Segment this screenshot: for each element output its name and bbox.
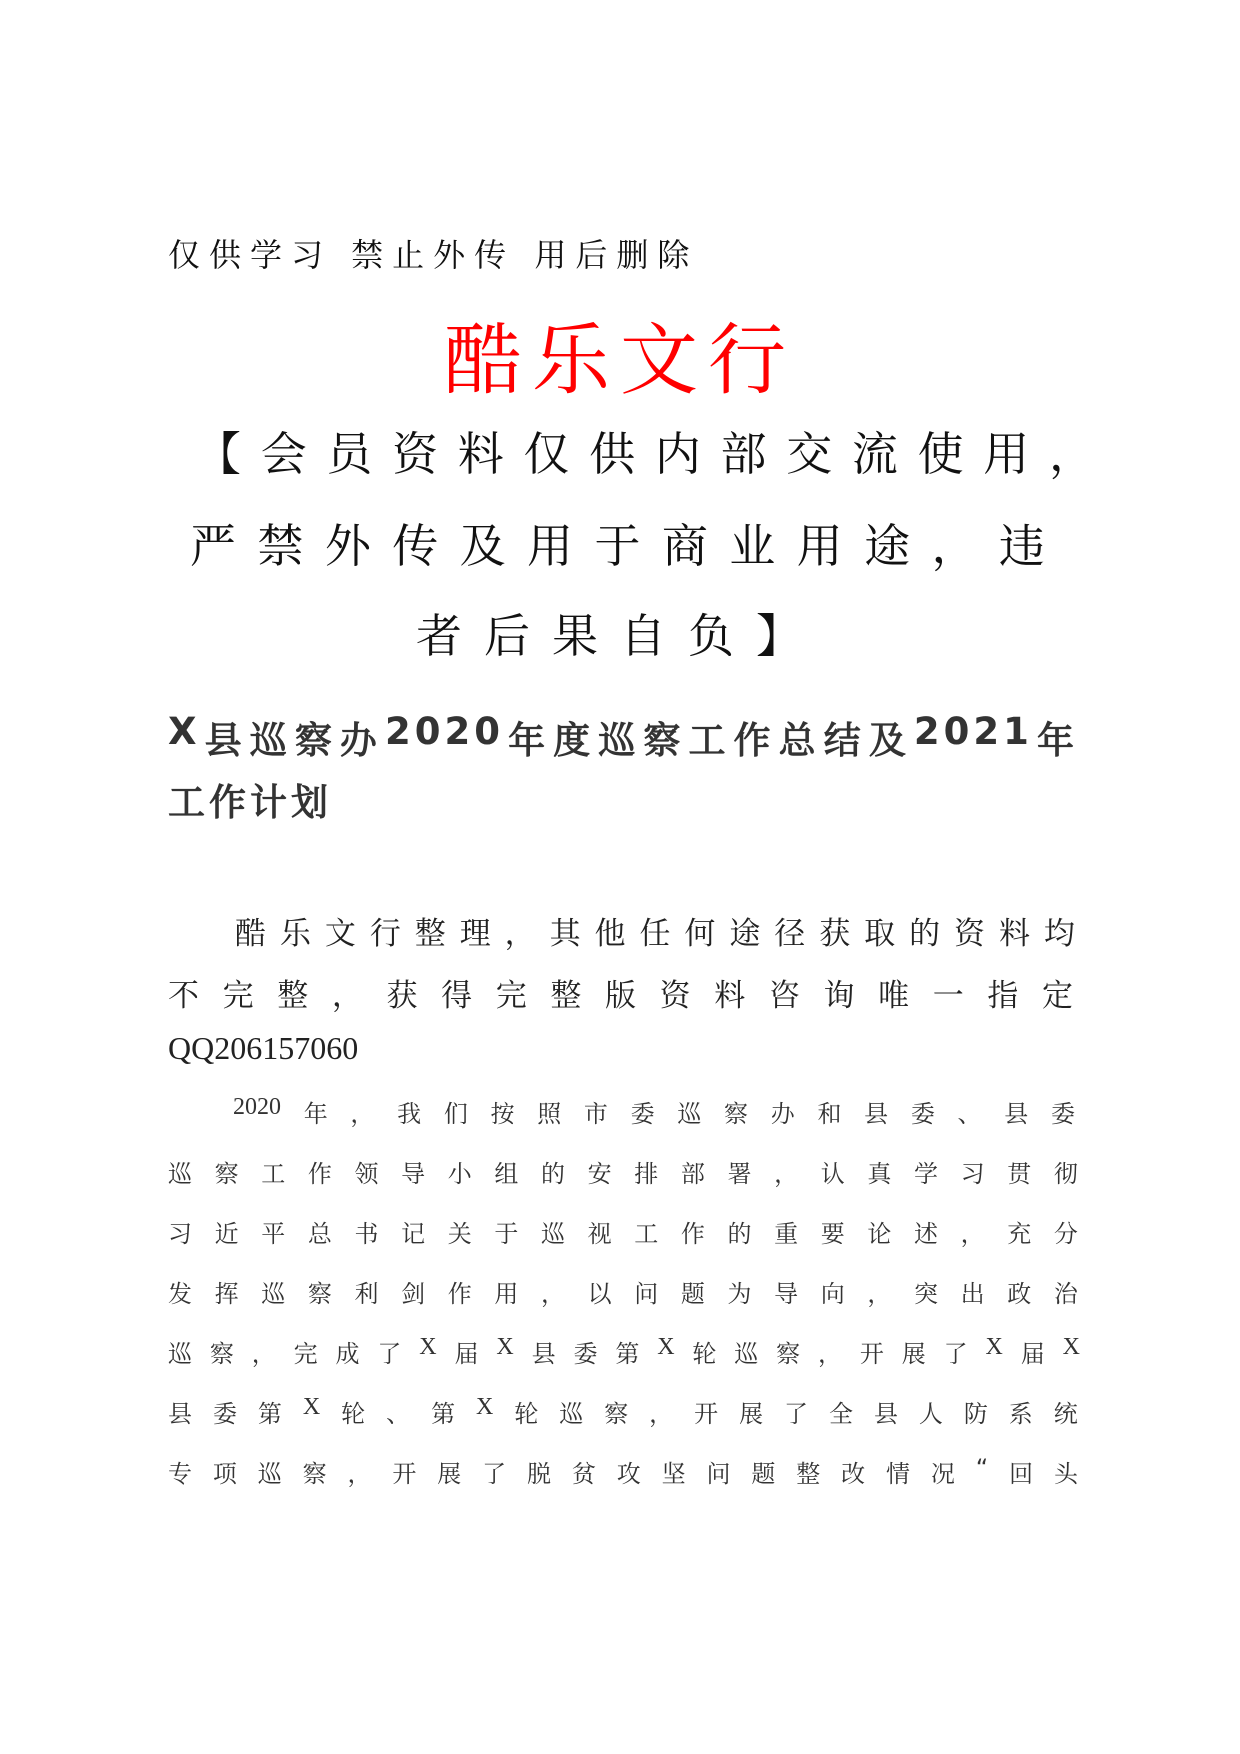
document-title-line [168,710,1078,764]
glyph: 导 [774,1280,799,1308]
glyph: 不 [168,978,199,1014]
glyph: 供 [589,427,636,481]
glyph: 工 [634,1220,659,1248]
glyph: 2021 [913,710,1033,753]
glyph: 剑 [401,1280,426,1308]
glyph: 了 [377,1340,402,1368]
glyph: 巡 [249,719,291,762]
glyph: 会 [260,427,307,481]
glyph: 总 [307,1220,332,1248]
glyph: 商 [661,519,708,573]
glyph: 使 [917,427,964,481]
body-line [168,1154,1078,1189]
glyph: 咨 [768,978,800,1014]
glyph: 开 [694,1400,719,1428]
warning-line [195,418,1095,484]
body-line [168,1214,1078,1249]
glyph: ， [350,1100,375,1128]
glyph: 察 [724,1100,749,1128]
glyph: 询 [823,978,855,1014]
glyph: 县 [204,719,246,762]
body-line [168,1394,1078,1429]
glyph: 述 [914,1220,938,1248]
glyph: 平 [261,1220,286,1248]
glyph: 治 [1053,1280,1078,1308]
glyph: 照 [537,1100,562,1128]
glyph: 酷 [235,916,266,952]
glyph: 展 [739,1400,764,1428]
glyph: 习 [960,1160,985,1188]
glyph: 流 [851,427,898,481]
glyph: X [1062,1334,1080,1360]
glyph: 问 [634,1280,659,1308]
glyph: 巡 [257,1460,282,1488]
glyph: 作 [307,1160,332,1188]
glyph: 均 [1043,916,1075,952]
glyph: 出 [960,1280,985,1308]
glyph: X [496,1334,514,1360]
brand-title: 酷乐文行 [443,316,796,406]
glyph: 获 [819,916,851,952]
glyph: 我 [397,1100,422,1128]
glyph: 以 [587,1280,612,1308]
glyph: 关 [447,1220,472,1248]
glyph: 政 [1007,1280,1032,1308]
body-line [233,1094,1075,1129]
glyph: X [985,1334,1003,1360]
glyph: 巡 [261,1280,286,1308]
glyph: 轮 [341,1400,366,1428]
glyph: 年 [1037,719,1078,762]
glyph: 回 [1009,1460,1034,1488]
glyph: 唯 [878,978,910,1014]
warning-line: 者后果自负】 [416,609,824,663]
glyph: 利 [354,1280,379,1308]
glyph: 禁 [257,519,304,573]
glyph: 第 [431,1400,456,1428]
glyph: 严 [190,519,236,573]
glyph: 仅 [523,427,570,481]
glyph: ， [867,1280,892,1308]
intro-line [235,908,1075,953]
glyph: 料 [998,916,1030,952]
glyph: 定 [1042,978,1073,1014]
glyph: 料 [457,427,504,481]
glyph: 总 [778,719,820,762]
glyph: 县 [168,1400,192,1428]
glyph: 论 [867,1220,892,1248]
glyph: 察 [209,1340,234,1368]
glyph: 署 [727,1160,752,1188]
glyph: 资 [659,978,691,1014]
glyph: 部 [720,427,767,481]
glyph: 要 [820,1220,845,1248]
glyph: 市 [583,1100,608,1128]
glyph: 作 [447,1280,472,1308]
glyph: ， [347,1460,372,1488]
glyph: 组 [494,1160,519,1188]
glyph: 了 [784,1400,809,1428]
glyph: 轮 [692,1340,717,1368]
glyph: X [302,1394,321,1420]
glyph: ， [818,1340,843,1368]
glyph: 认 [820,1160,845,1188]
glyph: 防 [963,1400,988,1428]
glyph: 县 [531,1340,556,1368]
glyph: 外 [324,519,371,573]
glyph: 坚 [661,1460,686,1488]
glyph: 、 [386,1400,411,1428]
glyph: 他 [594,916,626,952]
glyph: 小 [447,1160,472,1188]
glyph: 头 [1053,1460,1078,1488]
glyph: 内 [654,427,701,481]
glyph: 贯 [1007,1160,1032,1188]
glyph: 资 [392,427,439,481]
glyph: 一 [932,978,964,1014]
glyph: 整 [550,978,582,1014]
glyph: 和 [817,1100,842,1128]
glyph: 真 [867,1160,892,1188]
glyph: 视 [587,1220,612,1248]
glyph: 问 [706,1460,731,1488]
intro-contact: QQ206157060 [168,1030,359,1066]
glyph: 员 [326,427,373,481]
glyph: 办 [339,719,381,762]
warning-line [190,510,1045,576]
glyph: 委 [1050,1100,1075,1128]
glyph: 径 [774,916,806,952]
glyph: 第 [615,1340,640,1368]
glyph: “ [975,1454,989,1482]
glyph: 巡 [168,1160,192,1188]
glyph: 察 [294,719,336,762]
glyph: 资 [954,916,985,952]
glyph: 的 [727,1220,752,1248]
glyph: 结 [823,719,865,762]
glyph: 为 [727,1280,752,1308]
glyph: 向 [820,1280,845,1308]
glyph: 分 [1053,1220,1078,1248]
glyph: 人 [918,1400,943,1428]
glyph: 巡 [168,1340,192,1368]
glyph: 巡 [734,1340,759,1368]
glyph: ， [649,1400,674,1428]
glyph: 版 [605,978,636,1014]
glyph: 系 [1008,1400,1033,1428]
glyph: 工 [261,1160,286,1188]
glyph: 用 [796,519,843,573]
glyph: 传 [392,519,439,573]
glyph: 学 [914,1160,938,1188]
glyph: 部 [680,1160,705,1188]
glyph: 察 [643,719,685,762]
glyph: 用 [527,519,574,573]
glyph: 整 [414,916,446,952]
glyph: 指 [987,978,1019,1014]
usage-notice: 仅供学习 禁止外传 用后删除 [168,236,699,274]
glyph: X [168,710,201,753]
glyph: 导 [401,1160,426,1188]
glyph: 届 [454,1340,479,1368]
glyph: 专 [168,1460,192,1488]
glyph: 任 [639,916,671,952]
body-line [168,1454,1078,1489]
glyph: 县 [873,1400,898,1428]
glyph: 行 [369,916,401,952]
glyph: 委 [212,1400,237,1428]
glyph: 、 [957,1100,982,1128]
glyph: 排 [634,1160,659,1188]
glyph: 察 [776,1340,801,1368]
glyph: 项 [212,1460,237,1488]
glyph: ， [774,1160,799,1188]
glyph: 作 [680,1220,705,1248]
glyph: X [657,1334,675,1360]
glyph: 委 [573,1340,598,1368]
glyph: 完 [222,978,254,1014]
glyph: 违 [998,519,1045,573]
glyph: 及 [459,519,506,573]
glyph: 书 [354,1220,379,1248]
glyph: 的 [909,916,941,952]
intro-line [168,970,1073,1015]
glyph: 况 [930,1460,955,1488]
glyph: 的 [541,1160,565,1188]
glyph: 重 [774,1220,799,1248]
glyph: 用 [983,427,1030,481]
document-title-line: 工作计划 [168,781,332,824]
glyph: 及 [868,719,910,762]
glyph: ， [1048,427,1095,481]
glyph: 察 [302,1460,327,1488]
glyph: 开 [392,1460,417,1488]
glyph: 工 [688,719,730,762]
glyph: 委 [910,1100,935,1128]
glyph: ， [331,978,363,1014]
glyph: 度 [553,719,595,762]
glyph: 察 [214,1160,239,1188]
glyph: 改 [841,1460,866,1488]
glyph: 贫 [571,1460,596,1488]
glyph: X [419,1334,437,1360]
glyph: 业 [729,519,776,573]
glyph: 记 [401,1220,426,1248]
glyph: 察 [604,1400,629,1428]
glyph: 文 [324,916,356,952]
glyph: 完 [293,1340,318,1368]
glyph: ， [251,1340,276,1368]
glyph: 习 [168,1220,192,1248]
glyph: 题 [751,1460,776,1488]
glyph: 发 [168,1280,192,1308]
glyph: 巡 [598,719,640,762]
glyph: 理 [459,916,491,952]
glyph: 了 [482,1460,507,1488]
glyph: 了 [943,1340,968,1368]
glyph: 近 [214,1220,239,1248]
body-line [168,1274,1078,1309]
glyph: 全 [828,1400,853,1428]
glyph: 取 [864,916,896,952]
glyph: 轮 [514,1400,539,1428]
glyph: 领 [354,1160,379,1188]
glyph: 途 [729,916,761,952]
glyph: 按 [490,1100,515,1128]
glyph: 乐 [279,916,311,952]
glyph: 届 [1020,1340,1045,1368]
glyph: ， [960,1220,985,1248]
glyph: 年 [303,1100,328,1128]
glyph: 于 [594,519,641,573]
glyph: 巡 [541,1220,565,1248]
glyph: 充 [1007,1220,1032,1248]
glyph: ， [541,1280,565,1308]
glyph: 展 [437,1460,462,1488]
glyph: 整 [277,978,309,1014]
glyph: 办 [770,1100,795,1128]
glyph: 整 [796,1460,821,1488]
glyph: 巡 [677,1100,702,1128]
glyph: 于 [494,1220,519,1248]
glyph: 何 [684,916,716,952]
glyph: 作 [733,719,775,762]
glyph: 县 [864,1100,889,1128]
glyph: 统 [1053,1400,1078,1428]
glyph: 用 [494,1280,519,1308]
glyph: 突 [914,1280,938,1308]
glyph: 第 [257,1400,282,1428]
glyph: 安 [587,1160,612,1188]
glyph: 察 [307,1280,332,1308]
glyph: 其 [549,916,581,952]
glyph: 巡 [559,1400,584,1428]
glyph: 展 [901,1340,926,1368]
glyph: 们 [443,1100,468,1128]
glyph: 交 [786,427,833,481]
glyph: 完 [495,978,527,1014]
glyph: 获 [386,978,418,1014]
glyph: 彻 [1053,1160,1078,1188]
glyph: 脱 [527,1460,551,1488]
glyph: 县 [1004,1100,1029,1128]
glyph: ， [931,519,978,573]
glyph: 情 [886,1460,910,1488]
glyph: 成 [335,1340,360,1368]
glyph: 题 [680,1280,705,1308]
glyph: 挥 [214,1280,239,1308]
glyph: 2020 [233,1094,281,1120]
glyph: 【 [195,427,241,481]
glyph: 攻 [616,1460,641,1488]
glyph: 委 [630,1100,655,1128]
body-line [168,1334,1080,1369]
glyph: 2020 [385,710,504,753]
glyph: 年 [508,719,550,762]
glyph: ， [504,916,536,952]
glyph: 料 [714,978,746,1014]
glyph: 得 [441,978,473,1014]
glyph: X [476,1394,494,1420]
glyph: 开 [859,1340,884,1368]
glyph: 途 [864,519,911,573]
